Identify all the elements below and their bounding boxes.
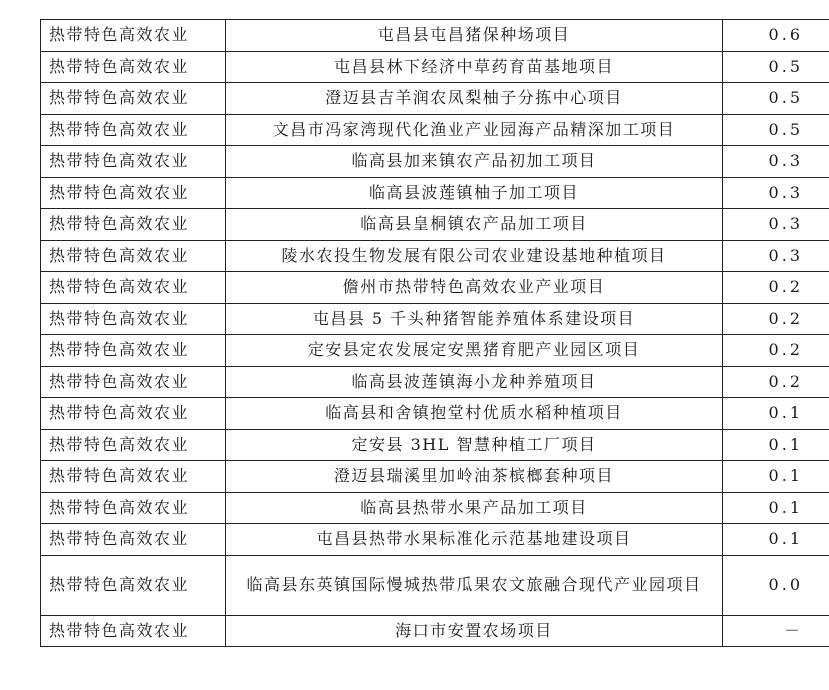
category-cell: 热带特色高效农业 (41, 303, 226, 335)
value-cell: 0.3 (723, 146, 829, 178)
table-row (41, 240, 829, 272)
value-cell: 0.5 (723, 83, 829, 115)
category-cell: 热带特色高效农业 (41, 615, 226, 647)
project-cell: 澄迈县吉羊润农凤梨柚子分拣中心项目 (226, 83, 723, 115)
table-row (41, 398, 829, 430)
table-row (41, 366, 829, 398)
table-row (41, 492, 829, 524)
table-row (41, 461, 829, 493)
category-cell: 热带特色高效农业 (41, 209, 226, 241)
project-cell: 屯昌县林下经济中草药育苗基地项目 (226, 51, 723, 83)
value-cell: 0.1 (723, 429, 829, 461)
value-cell: 0.2 (723, 272, 829, 304)
category-cell: 热带特色高效农业 (41, 20, 226, 52)
category-cell: 热带特色高效农业 (41, 51, 226, 83)
category-cell: 热带特色高效农业 (41, 429, 226, 461)
value-cell: 0.6 (723, 20, 829, 52)
value-cell: 0.3 (723, 209, 829, 241)
value-cell: 0.3 (723, 177, 829, 209)
category-cell: 热带特色高效农业 (41, 272, 226, 304)
category-cell: 热带特色高效农业 (41, 114, 226, 146)
value-cell: 0.5 (723, 51, 829, 83)
value-cell: 0.3 (723, 240, 829, 272)
value-cell: 0.1 (723, 461, 829, 493)
table-row (41, 429, 829, 461)
category-cell: 热带特色高效农业 (41, 461, 226, 493)
project-cell: 屯昌县热带水果标准化示范基地建设项目 (226, 524, 723, 556)
project-cell: 文昌市冯家湾现代化渔业产业园海产品精深加工项目 (226, 114, 723, 146)
table-row (41, 146, 829, 178)
category-cell: 热带特色高效农业 (41, 524, 226, 556)
category-cell: 热带特色高效农业 (41, 146, 226, 178)
project-cell: 陵水农投生物发展有限公司农业建设基地种植项目 (226, 240, 723, 272)
value-cell: 0.2 (723, 366, 829, 398)
category-cell: 热带特色高效农业 (41, 398, 226, 430)
project-cell: 儋州市热带特色高效农业产业项目 (226, 272, 723, 304)
project-cell: 临高县热带水果产品加工项目 (226, 492, 723, 524)
category-cell: 热带特色高效农业 (41, 177, 226, 209)
value-cell: 0.1 (723, 398, 829, 430)
project-cell: 屯昌县 5 千头种猪智能养殖体系建设项目 (226, 303, 723, 335)
table-row (41, 555, 829, 615)
table-row (41, 114, 829, 146)
value-cell: － (723, 615, 829, 647)
project-cell: 临高县东英镇国际慢城热带瓜果农文旅融合现代产业园项目 (226, 555, 723, 615)
category-cell: 热带特色高效农业 (41, 555, 226, 615)
table-row (41, 303, 829, 335)
project-cell: 临高县波莲镇海小龙种养殖项目 (226, 366, 723, 398)
project-cell: 澄迈县瑞溪里加岭油茶槟榔套种项目 (226, 461, 723, 493)
category-cell: 热带特色高效农业 (41, 366, 226, 398)
project-cell: 定安县 3HL 智慧种植工厂项目 (226, 429, 723, 461)
category-cell: 热带特色高效农业 (41, 240, 226, 272)
table-row (41, 51, 829, 83)
project-cell: 海口市安置农场项目 (226, 615, 723, 647)
project-cell: 屯昌县屯昌猪保种场项目 (226, 20, 723, 52)
project-cell: 临高县波莲镇柚子加工项目 (226, 177, 723, 209)
project-cell: 临高县皇桐镇农产品加工项目 (226, 209, 723, 241)
value-cell: 0.1 (723, 492, 829, 524)
category-cell: 热带特色高效农业 (41, 335, 226, 367)
value-cell: 0.0 (723, 555, 829, 615)
table-row (41, 272, 829, 304)
table-row (41, 615, 829, 647)
value-cell: 0.5 (723, 114, 829, 146)
project-cell: 临高县和舍镇抱堂村优质水稻种植项目 (226, 398, 723, 430)
project-cell: 临高县加来镇农产品初加工项目 (226, 146, 723, 178)
project-table (40, 19, 829, 647)
category-cell: 热带特色高效农业 (41, 492, 226, 524)
category-cell: 热带特色高效农业 (41, 83, 226, 115)
value-cell: 0.2 (723, 303, 829, 335)
table-row (41, 83, 829, 115)
table-row (41, 335, 829, 367)
table-row (41, 524, 829, 556)
value-cell: 0.1 (723, 524, 829, 556)
value-cell: 0.2 (723, 335, 829, 367)
project-cell: 定安县定农发展定安黑猪育肥产业园区项目 (226, 335, 723, 367)
table-row (41, 177, 829, 209)
table-row (41, 209, 829, 241)
table-row (41, 20, 829, 52)
